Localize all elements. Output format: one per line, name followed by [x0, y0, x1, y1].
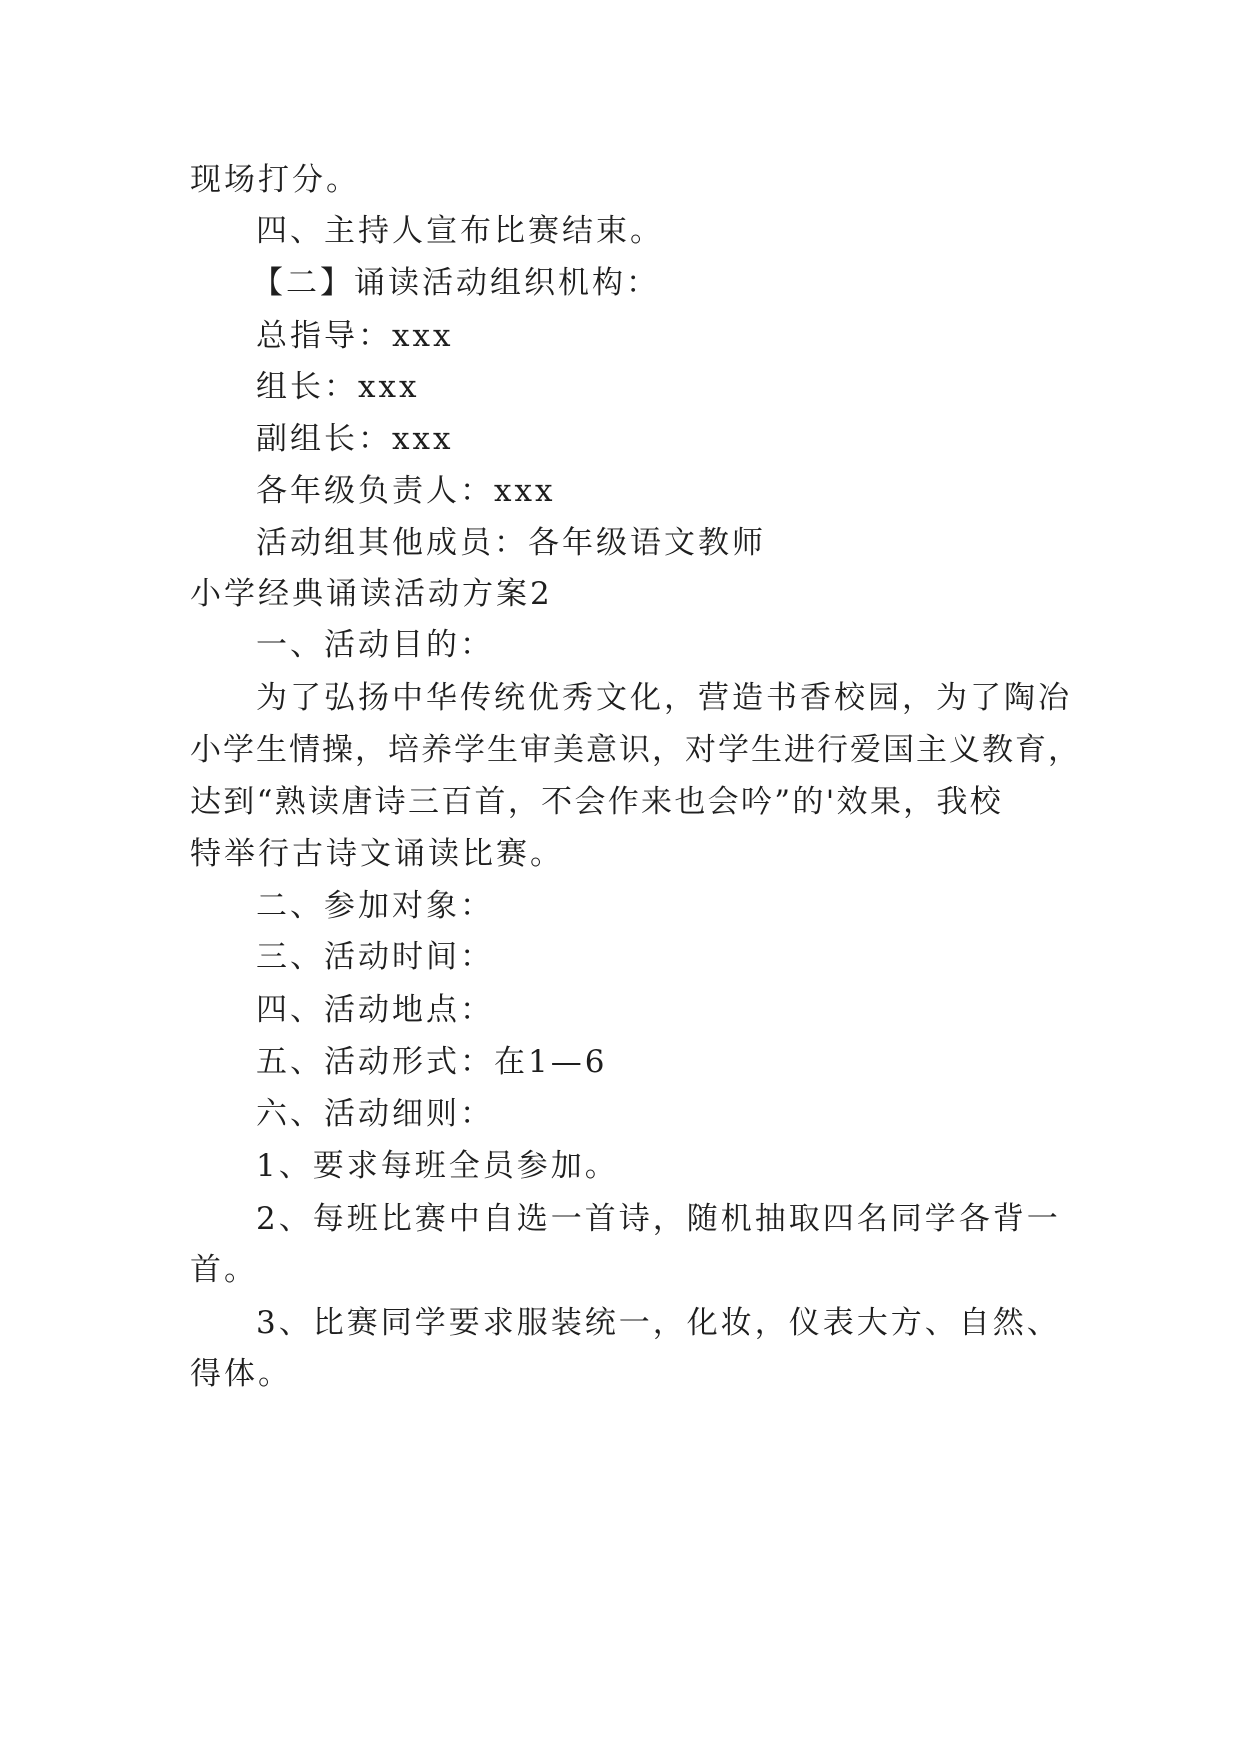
document-title: 小学经典诵读活动方案2	[190, 576, 553, 612]
text-line: 二、参加对象：	[256, 888, 494, 924]
text-line: 五、活动形式：在1—6	[256, 1044, 608, 1080]
text-line: 一、活动目的：	[256, 627, 494, 663]
paragraph-line: 小学生情操，培养学生审美意识，对学生进行爱国主义教育，	[190, 732, 1081, 768]
text-line: 三、活动时间：	[256, 939, 494, 975]
paragraph-line: 达到“熟读唐诗三百首，不会作来也会吟”的'效果，我校	[190, 784, 1004, 820]
text-line: 活动组其他成员：各年级语文教师	[256, 525, 766, 561]
paragraph-line: 特举行古诗文诵读比赛。	[190, 836, 564, 872]
text-line: 总指导：xxx	[256, 318, 454, 354]
paragraph-line: 为了弘扬中华传统优秀文化，营造书香校园，为了陶冶	[256, 680, 1072, 716]
paragraph-line: 得体。	[190, 1356, 292, 1392]
paragraph-line: 2、每班比赛中自选一首诗，随机抽取四名同学各背一	[256, 1201, 1061, 1237]
text-line: 副组长：xxx	[256, 421, 454, 457]
text-line: 1、要求每班全员参加。	[256, 1148, 619, 1184]
text-line: 四、活动地点：	[256, 992, 494, 1028]
text-line: 现场打分。	[190, 162, 360, 198]
paragraph-line: 3、比赛同学要求服装统一，化妆，仪表大方、自然、	[256, 1305, 1061, 1341]
section-heading: 【二】诵读活动组织机构：	[252, 265, 660, 301]
text-line: 各年级负责人：xxx	[256, 473, 556, 509]
text-line: 六、活动细则：	[256, 1096, 494, 1132]
text-line: 四、主持人宣布比赛结束。	[256, 213, 664, 249]
paragraph-line: 首。	[190, 1252, 258, 1288]
text-line: 组长：xxx	[256, 369, 420, 405]
